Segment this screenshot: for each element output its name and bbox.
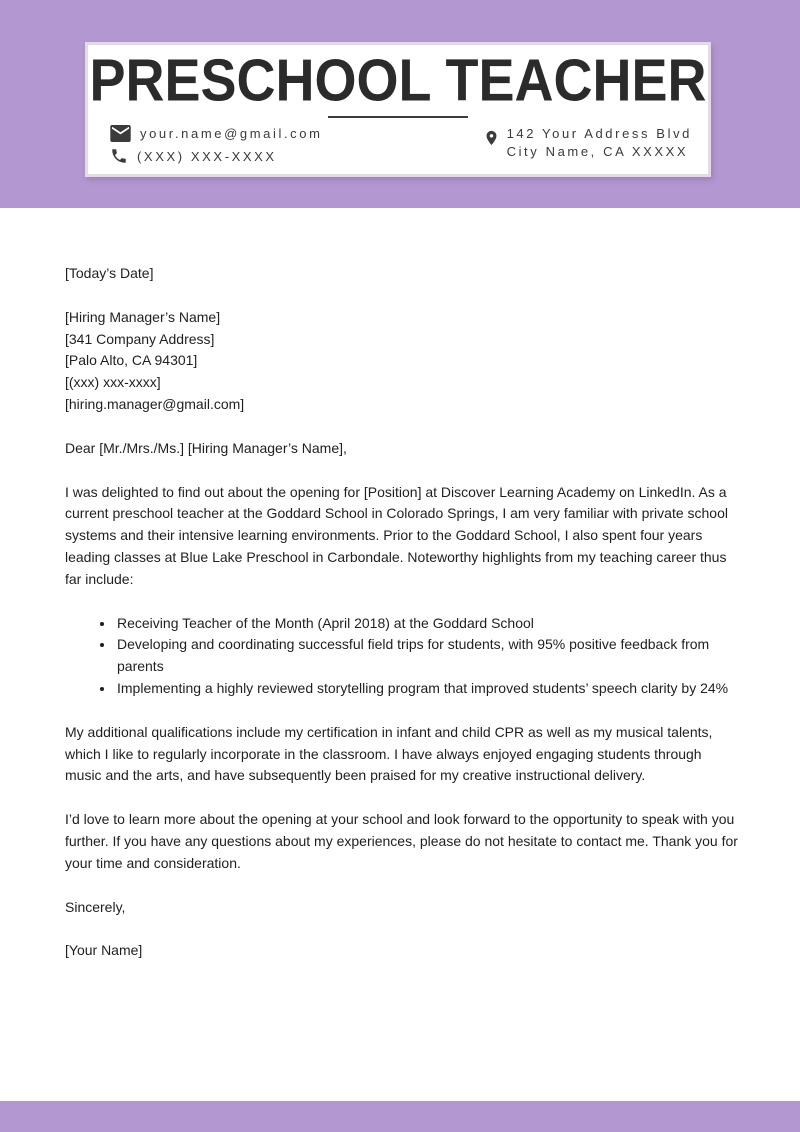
envelope-icon [110, 125, 131, 142]
body-paragraph-2: My additional qualifications include my certification in infant and child CPR as well as my musical talents, which I like to regularly incorporate in the classroom. I have always enjoyed engaging students through music and the arts, and have subsequently been praised for my creative instructional delivery. [65, 723, 713, 784]
signature-placeholder: [Your Name] [65, 942, 143, 959]
salutation: Dear [Mr./Mrs./Ms.] [Hiring Manager’s Name], [65, 439, 347, 456]
body-paragraph-1: I was delighted to find out about the opening for [Position] at Discover Learning Academy on LinkedIn. As a current preschool teacher at the Goddard School in Colorado Springs, I am very familiar with private school systems and their intensive learning environments. Prior to the Goddard School, I also spent four years leading classes at Blue Lake Preschool in Carbondale. Noteworthy highlights from my teaching career thus far include: [65, 483, 728, 587]
bullet-item: • Developing and coordinating successful field trips for students, with 95% positive feedback from parents [115, 634, 738, 678]
contact-row [88, 125, 708, 165]
recipient-line: [hiring.manager@gmail.com] [65, 395, 245, 412]
title-underline [328, 116, 468, 118]
email-text: your.name@gmail.com [140, 126, 323, 141]
recipient-line: [(xxx) xxx-xxxx] [65, 374, 161, 391]
address-line-1: 142 Your Address Blvd [506, 126, 692, 141]
recipient-line: [Palo Alto, CA 94301] [65, 352, 198, 369]
bullet-item: • Receiving Teacher of the Month (April 2018) at the Goddard School [115, 613, 738, 635]
location-pin-icon [483, 126, 500, 150]
page-title: PRESCHOOL TEACHER [89, 47, 707, 114]
email-contact [110, 125, 323, 142]
address-line-2: City Name, CA XXXXX [506, 144, 689, 159]
footer-band [0, 1101, 800, 1132]
closing-block [65, 897, 738, 963]
date-line: [Today’s Date] [65, 265, 154, 281]
bullet-item: • Implementing a highly reviewed storytelling program that improved students’ speech clarity by 24% [115, 678, 738, 700]
header-band [0, 0, 800, 208]
body-paragraph-3: I’d love to learn more about the opening at your school and look forward to the opportunity to speak with you further. If you have any questions about my experiences, please do not hesitate to contact me. Thank you for your time and consideration. [65, 811, 738, 871]
closing: Sincerely, [65, 898, 126, 915]
address-lines [507, 126, 692, 159]
recipient-line: [341 Company Address] [65, 330, 215, 347]
address-contact [483, 125, 692, 165]
highlights-list [65, 613, 738, 700]
header-card [85, 42, 711, 177]
contact-left-group [110, 125, 323, 165]
recipient-block [65, 307, 738, 416]
phone-contact [110, 147, 323, 165]
phone-handset-icon [110, 147, 128, 165]
letter-body [65, 208, 738, 984]
phone-text: (XXX) XXX-XXXX [137, 148, 277, 164]
recipient-line: [Hiring Manager’s Name] [65, 308, 221, 325]
